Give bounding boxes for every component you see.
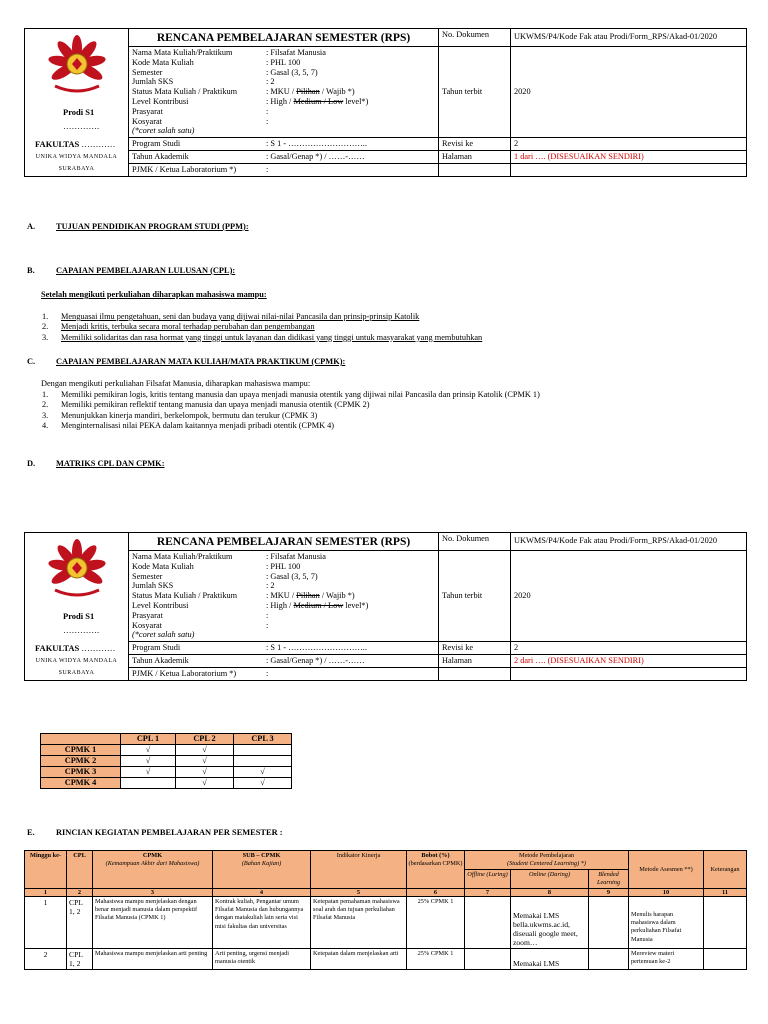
column-number-row: 1 2 3 4 5 6 7 8 9 10 11 <box>25 889 747 897</box>
rincian-kegiatan-table <box>24 850 747 970</box>
no-dokumen-value: UKWMS/P4/Kode Fak atau Prodi/Form_RPS/Akad-01/2020 <box>511 533 747 551</box>
table-row: 1 CPL 1, 2 Mahasiswa mampu menjelaskan dengan benar menjadi manusia dalam perspektif Filsafat Manusia (CPMK 1) Kontrak kuliah, Pengantar umum Filsafat Manusia dan hubungannya dengan matakuliah lain serta visi misi fakultas dan universitas Ketepatan pemahaman mahasiswa soal arah dan tujuan perkuliahan Filsafat Manusia 25% CPMK 1 Memakai LMS bella.ukwms.ac.id, diseuali google meet, zoom… Menulis harapan mahasiswa dalam perkuliahan Filsafat Manusia <box>25 897 747 949</box>
section-a-heading: A. TUJUAN PENDIDIKAN PROGRAM STUDI (PPM): <box>27 222 249 231</box>
program-studi-row: Program Studi : S 1 - ……………………….. <box>129 138 439 151</box>
table-row: CPMK 4 √ √ <box>41 778 292 789</box>
fakultas-line: FAKULTAS ………… <box>35 138 116 149</box>
univ-city: SURABAYA <box>58 165 95 172</box>
no-dokumen-label: No. Dokumen <box>439 29 511 47</box>
revisi-label: Revisi ke <box>439 138 511 151</box>
table-row: CPMK 3 √ √ √ <box>41 767 292 778</box>
cpmk-intro: Dengan mengikuti perkuliahan Filsafat Manusia, diharapkan mahasiswa mampu: <box>41 379 311 388</box>
halaman-label: Halaman <box>439 655 511 668</box>
list-item: 1. Memiliki pemikiran logis, kritis tentang manusia dan upaya menjadi manusia otentik yang dijiwai nilai Pancasila dan prinsip Katolik (CPMK 1) <box>42 390 540 399</box>
cpl-list <box>42 312 482 343</box>
list-item: 3. Menunjukkan kinerja mandiri, berkelompok, bermutu dan terukur (CPMK 3) <box>42 410 318 420</box>
tahun-akademik-row: Tahun Akademik : Gasal/Genap *) / ……-…… <box>129 655 439 668</box>
program-studi-row: Program Studi : S 1 - ……………………….. <box>129 642 439 655</box>
rps-header-1 <box>24 28 747 177</box>
list-item: 2. Menjadi kritis, terbuka secara moral terhadap perubahan dan pengembangan <box>42 322 315 332</box>
matrix-header: CPL 3 <box>234 734 292 745</box>
halaman-value: 1 dari …. (DISESUAIKAN SENDIRI) <box>511 151 747 164</box>
no-dokumen-value: UKWMS/P4/Kode Fak atau Prodi/Form_RPS/Akad-01/2020 <box>511 29 747 47</box>
prodi-line: Prodi S1 …………. <box>63 106 100 131</box>
cpmk-list <box>42 390 540 431</box>
cpl-cpmk-matrix <box>40 733 292 789</box>
col-cpmk: CPMK (Kemampuan Akhir dari Mahasiswa) <box>93 851 213 889</box>
pjmk-row: PJMK / Ketua Laboratorium *) : <box>129 164 439 177</box>
pjmk-row: PJMK / Ketua Laboratorium *) : <box>129 668 439 681</box>
col-minggu: Minggu ke- <box>25 851 67 889</box>
col-blended: Blended Learning <box>589 870 629 889</box>
table-row: 2 CPL 1, 2 Mahasiswa mampu menjelaskan arti penting Arti penting, urgensi menjadi manusia otentik Ketepatan dalam menjelaskan arti 25% CPMK 1 Memakai LMS Mereview materi pertemuan ke-2 <box>25 949 747 970</box>
revisi-value: 2 <box>511 642 747 655</box>
university-seal-icon <box>43 534 111 602</box>
logo-cell <box>25 29 129 177</box>
tahun-terbit-value: 2020 <box>511 47 747 138</box>
section-b-heading: B. CAPAIAN PEMBELAJARAN LULUSAN (CPL): <box>27 266 236 275</box>
col-online: Online (Daring) <box>511 870 589 889</box>
matrix-header: CPL 2 <box>176 734 234 745</box>
list-item: 1. Menguasai ilmu pengetahuan, seni dan budaya yang dijiwai nilai-nilai Pancasila dan prinsip-prinsip Katolik <box>42 312 420 321</box>
section-d-heading: D. MATRIKS CPL DAN CPMK: <box>27 459 165 468</box>
tahun-akademik-row: Tahun Akademik : Gasal/Genap *) / ……-…… <box>129 151 439 164</box>
rps-title: RENCANA PEMBELAJARAN SEMESTER (RPS) <box>129 29 439 47</box>
col-asesmen: Metode Asesmen **) <box>629 851 704 889</box>
course-info: Nama Mata Kuliah/Praktikum : Filsafat Manusia Kode Mata Kuliah : PHL 100 Semester : Gasal (3, 5, 7) Jumlah SKS : 2 Status Mata Kuliah / Praktikum : MKU / Pilihan / Wajib *) Level Kontribusi : High / Medium / Low level*) Prasyarat : Kosyarat : (*coret salah satu) <box>129 551 439 642</box>
list-item: 2. Memiliki pemikiran reflektif tentang manusia dan upaya menjadi manusia otentik (CPMK 2) <box>42 400 370 410</box>
table-row: CPMK 2 √ √ <box>41 756 292 767</box>
revisi-label: Revisi ke <box>439 642 511 655</box>
matrix-header: CPL 1 <box>121 734 176 745</box>
halaman-value: 2 dari …. (DISESUAIKAN SENDIRI) <box>511 655 747 668</box>
section-c-heading: C. CAPAIAN PEMBELAJARAN MATA KULIAH/MATA PRAKTIKUM (CPMK): <box>27 357 346 366</box>
col-cpl: CPL <box>67 851 93 889</box>
fakultas-line: FAKULTAS ………… <box>35 642 116 653</box>
univ-city: SURABAYA <box>58 669 95 676</box>
list-item: 3. Memiliki solidaritas dan rasa hormat yang tinggi untuk layanan dan didikasi yang tinggi untuk masyarakat yang membutuhkan <box>42 332 483 342</box>
course-info: Nama Mata Kuliah/Praktikum : Filsafat Manusia Kode Mata Kuliah : PHL 100 Semester : Gasal (3, 5, 7) Jumlah SKS : 2 Status Mata Kuliah / Praktikum : MKU / Pilihan / Wajib *) Level Kontribusi : High / Medium / Low level*) Prasyarat : Kosyarat : (*coret salah satu) <box>129 47 439 138</box>
tahun-terbit-value: 2020 <box>511 551 747 642</box>
cpl-intro: Setelah mengikuti perkuliahan diharapkan mahasiswa mampu: <box>41 290 267 299</box>
table-row: CPMK 1 √ √ <box>41 745 292 756</box>
rps-title: RENCANA PEMBELAJARAN SEMESTER (RPS) <box>129 533 439 551</box>
rps-header-2 <box>24 532 747 681</box>
col-indikator: Indikator Kinerja <box>311 851 407 889</box>
univ-name: UNIKA WIDYA MANDALA <box>35 153 118 160</box>
logo-cell <box>25 533 129 681</box>
col-bobot: Bobot (%) (berdasarkan CPMK) <box>407 851 465 889</box>
list-item: 4. Menginternalisasi nilai PEKA dalam kaitannya menjadi pribadi otentik (CPMK 4) <box>42 420 335 430</box>
halaman-label: Halaman <box>439 151 511 164</box>
university-seal-icon <box>43 30 111 98</box>
prodi-line: Prodi S1 …………. <box>63 610 100 635</box>
section-e-heading: E. RINCIAN KEGIATAN PEMBELAJARAN PER SEMESTER : <box>27 828 283 837</box>
col-metode: Metode Pembelajaran (Student Centered Learning) *) <box>465 851 629 870</box>
matrix-corner <box>41 734 121 745</box>
tahun-terbit-label: Tahun terbit <box>439 551 511 642</box>
tahun-terbit-label: Tahun terbit <box>439 47 511 138</box>
col-sub-cpmk: SUB – CPMK (Bahan Kajian) <box>213 851 311 889</box>
revisi-value: 2 <box>511 138 747 151</box>
col-offline: Offline (Luring) <box>465 870 511 889</box>
univ-name: UNIKA WIDYA MANDALA <box>35 657 118 664</box>
col-keterangan: Keterangan <box>704 851 747 889</box>
no-dokumen-label: No. Dokumen <box>439 533 511 551</box>
